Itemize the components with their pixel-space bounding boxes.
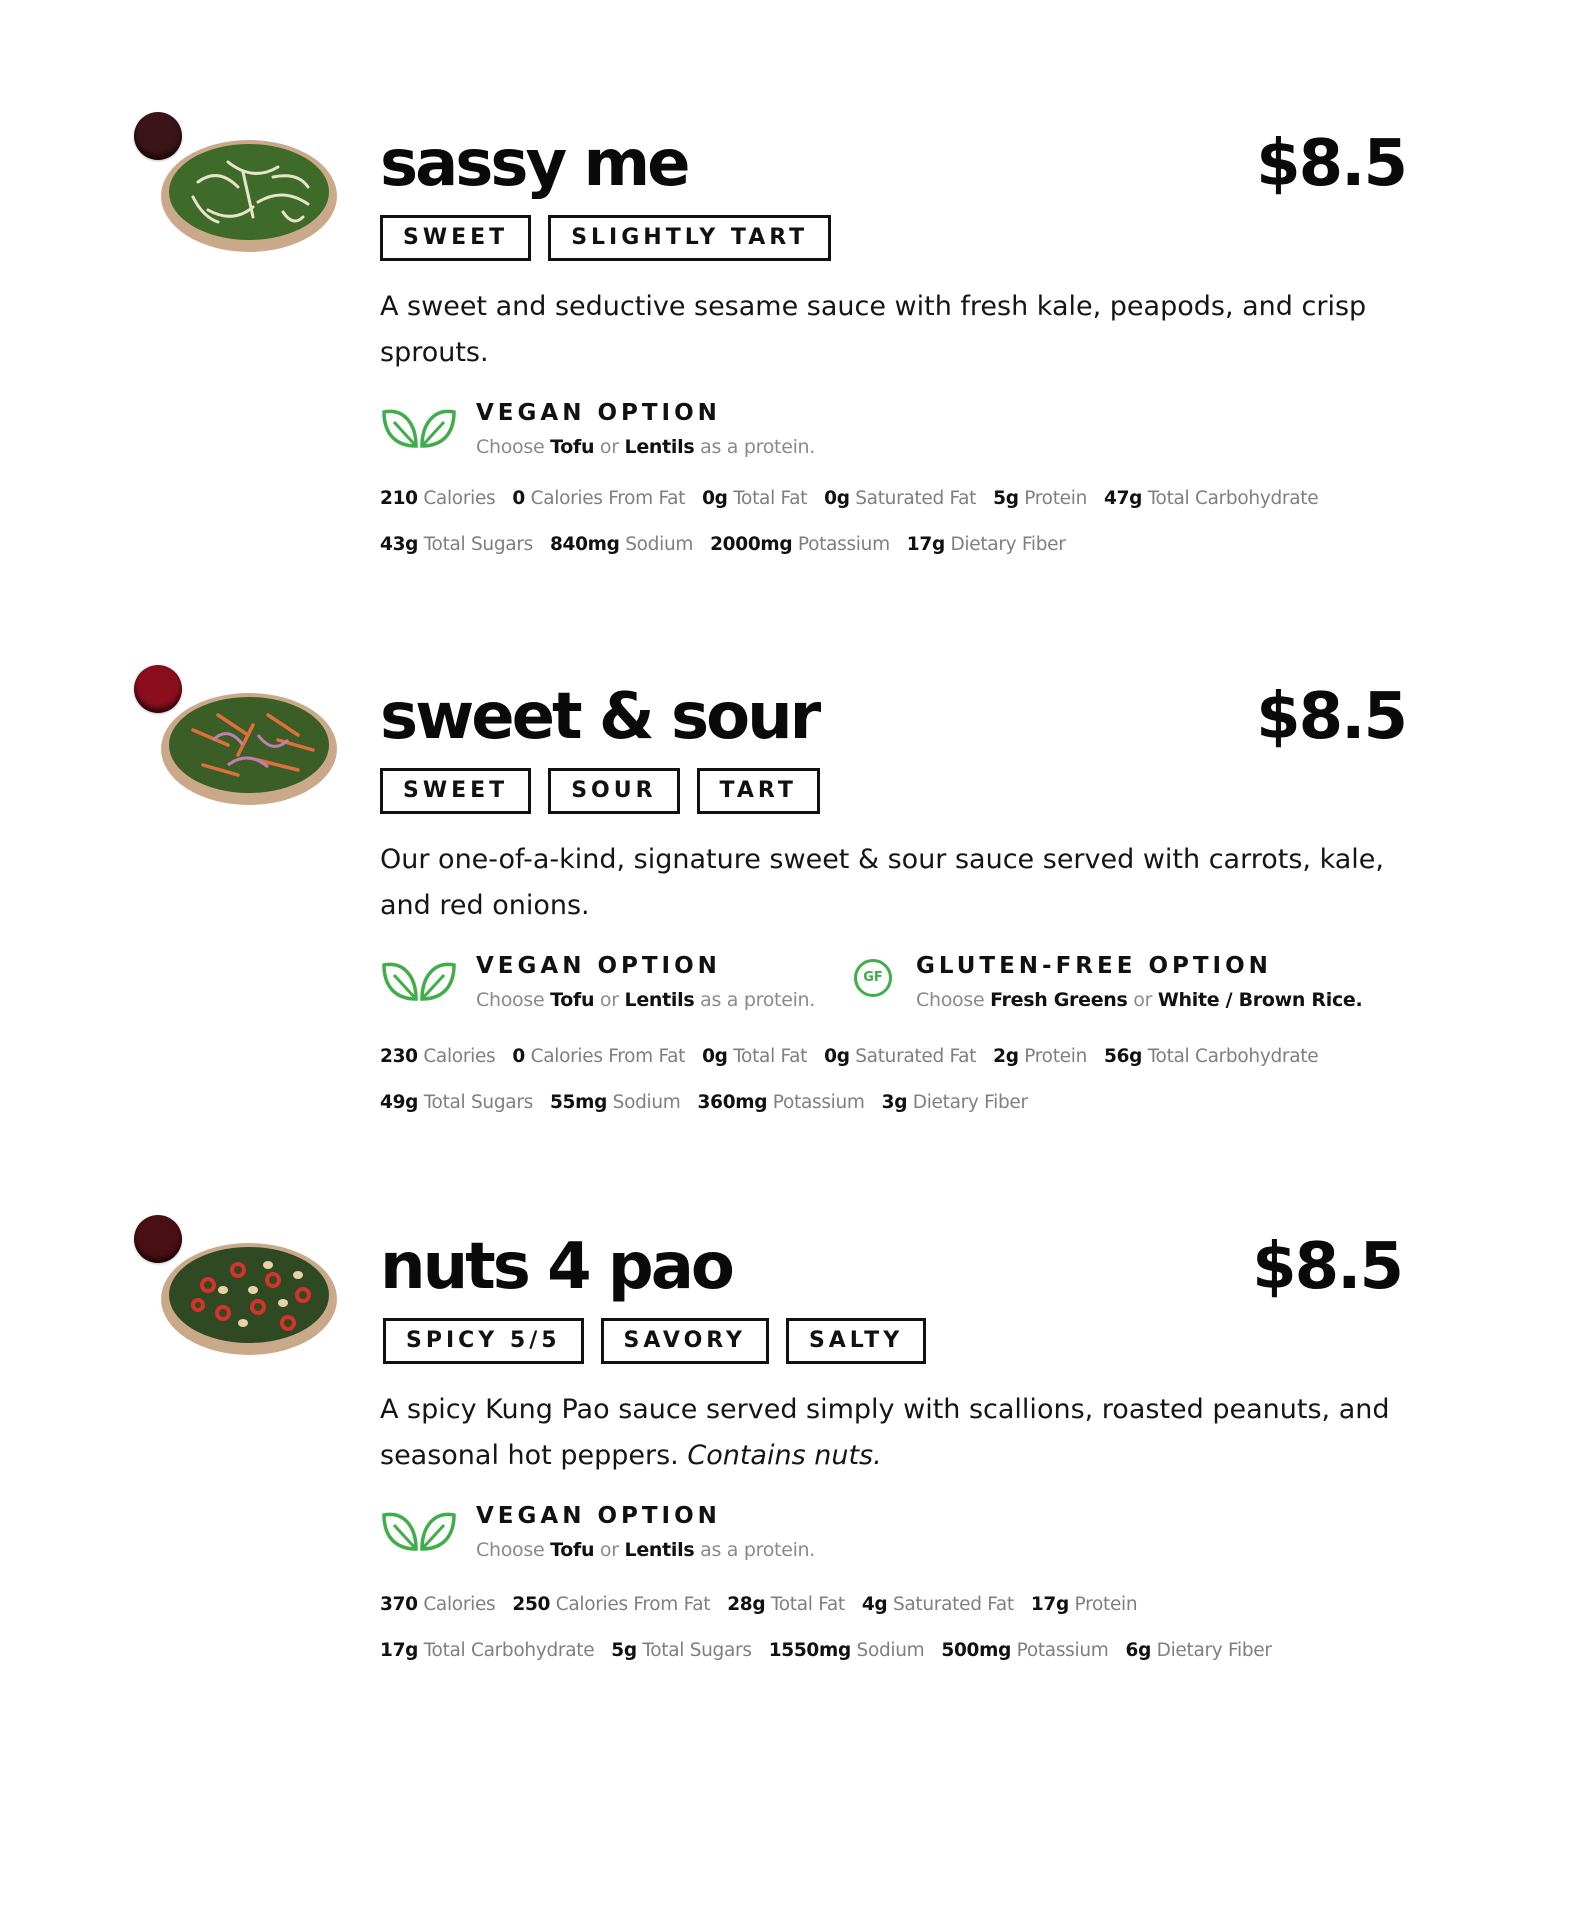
- nutrition-label: Total Carbohydrate: [1147, 488, 1319, 509]
- nutrition-fact: [380, 1042, 495, 1072]
- description-text: Our one-of-a-kind, signature sweet & sour sauce served with carrots, kale, and red onions.: [380, 844, 1384, 921]
- nutrition-value: 17g: [380, 1640, 419, 1661]
- nutrition-facts: [380, 1590, 1420, 1666]
- nutrition-label: Sodium: [625, 534, 694, 555]
- nutrition-label: Total Sugars: [423, 534, 533, 555]
- nutrition-label: Calories From Fat: [530, 488, 686, 509]
- nutrition-label: Potassium: [772, 1092, 865, 1113]
- nutrition-fact: [824, 484, 976, 514]
- nutrition-label: Calories From Fat: [530, 1046, 686, 1067]
- nutrition-label: Total Carbohydrate: [1147, 1046, 1319, 1067]
- nutrition-value: 500mg: [941, 1640, 1012, 1661]
- nutrition-value: 0g: [702, 1046, 728, 1067]
- nutrition-value: 28g: [727, 1594, 766, 1615]
- nutrition-label: Total Fat: [733, 1046, 808, 1067]
- nutrition-value: 17g: [1030, 1594, 1069, 1615]
- nutrition-value: 370: [380, 1594, 418, 1615]
- nutrition-fact: [702, 484, 807, 514]
- description-text: A sweet and seductive sesame sauce with fresh kale, peapods, and crisp sprouts.: [380, 291, 1367, 368]
- salad-bowl-icon: [158, 685, 340, 809]
- nutrition-facts: [380, 1042, 1420, 1118]
- option-detail: Choose Tofu or Lentils as a protein.: [476, 436, 816, 458]
- nutrition-fact: [698, 1088, 865, 1118]
- nutrition-label: Total Sugars: [642, 1640, 752, 1661]
- nutrition-label: Calories From Fat: [555, 1594, 711, 1615]
- nutrition-value: 47g: [1104, 488, 1143, 509]
- nutrition-value: 250: [512, 1594, 551, 1615]
- nutrition-fact: [862, 1590, 1014, 1620]
- nutrition-fact: [824, 1042, 976, 1072]
- nutrition-value: 360mg: [697, 1092, 768, 1113]
- nutrition-fact: [882, 1088, 1028, 1118]
- nutrition-value: 2g: [993, 1046, 1019, 1067]
- nutrition-value: 43g: [380, 534, 419, 555]
- nutrition-fact: [727, 1590, 845, 1620]
- menu-item-nuts-4-pao: [0, 1215, 1582, 1685]
- leaf-icon: [380, 959, 458, 1005]
- flavor-tags: [380, 768, 820, 814]
- nutrition-label: Saturated Fat: [892, 1594, 1014, 1615]
- item-price: $8.5: [1256, 127, 1406, 201]
- nutrition-label: Total Carbohydrate: [423, 1640, 595, 1661]
- item-name: sassy me: [380, 127, 688, 201]
- flavor-tag: SPICY 5/5: [383, 1318, 584, 1364]
- flavor-tag: SALTY: [786, 1318, 926, 1364]
- nutrition-value: 1550mg: [768, 1640, 851, 1661]
- nutrition-fact: [380, 1636, 594, 1666]
- nutrition-value: 3g: [881, 1092, 908, 1113]
- nutrition-label: Calories: [423, 1594, 496, 1615]
- nutrition-value: 56g: [1104, 1046, 1143, 1067]
- nutrition-fact: [611, 1636, 751, 1666]
- bowl-image: [158, 132, 340, 256]
- flavor-tag: SLIGHTLY TART: [548, 215, 831, 261]
- nutrition-value: 0g: [824, 1046, 850, 1067]
- nutrition-value: 2000mg: [710, 534, 793, 555]
- option-title: VEGAN OPTION: [476, 1503, 721, 1529]
- salad-bowl-icon: [158, 132, 340, 256]
- nutrition-label: Sodium: [856, 1640, 925, 1661]
- nutrition-value: 5g: [993, 488, 1019, 509]
- description-text: A spicy Kung Pao sauce served simply with scallions, roasted peanuts, and seasonal hot peppers.: [380, 1394, 1390, 1471]
- allergen-note: Contains nuts.: [687, 1440, 882, 1471]
- option-title: VEGAN OPTION: [476, 400, 721, 426]
- nutrition-label: Total Sugars: [423, 1092, 533, 1113]
- bowl-image: [158, 685, 340, 809]
- menu-item-sassy-me: [0, 112, 1582, 582]
- flavor-tag: SOUR: [548, 768, 679, 814]
- nutrition-fact: [710, 530, 890, 560]
- nutrition-fact: [550, 530, 693, 560]
- item-name: sweet & sour: [380, 680, 819, 754]
- item-description: [380, 1387, 1390, 1479]
- nutrition-label: Calories: [423, 488, 496, 509]
- item-description: [380, 837, 1390, 929]
- leaf-icon: [380, 1509, 458, 1555]
- item-description: [380, 284, 1390, 376]
- nutrition-fact: [512, 484, 685, 514]
- option-title: GLUTEN-FREE OPTION: [916, 953, 1272, 979]
- nutrition-fact: [1126, 1636, 1272, 1666]
- nutrition-label: Potassium: [1016, 1640, 1109, 1661]
- flavor-tag: SWEET: [380, 215, 531, 261]
- nutrition-value: 0: [512, 488, 525, 509]
- nutrition-label: Potassium: [797, 534, 890, 555]
- nutrition-fact: [993, 484, 1087, 514]
- nutrition-fact: [769, 1636, 925, 1666]
- nutrition-value: 6g: [1125, 1640, 1152, 1661]
- nutrition-fact: [380, 530, 533, 560]
- nutrition-label: Sodium: [612, 1092, 681, 1113]
- nutrition-fact: [380, 1088, 533, 1118]
- nutrition-value: 230: [380, 1046, 418, 1067]
- leaf-icon: [380, 406, 458, 452]
- nutrition-fact: [512, 1042, 685, 1072]
- nutrition-fact: [380, 1590, 495, 1620]
- nutrition-label: Total Fat: [770, 1594, 845, 1615]
- nutrition-label: Total Fat: [733, 488, 808, 509]
- nutrition-fact: [380, 484, 495, 514]
- flavor-tag: SWEET: [380, 768, 531, 814]
- nutrition-value: 17g: [906, 534, 945, 555]
- nutrition-fact: [1104, 484, 1318, 514]
- bowl-image: [158, 1235, 340, 1359]
- nutrition-fact: [907, 530, 1066, 560]
- flavor-tags: [383, 1318, 926, 1364]
- nutrition-value: 4g: [861, 1594, 888, 1615]
- nutrition-label: Dietary Fiber: [912, 1092, 1028, 1113]
- nutrition-fact: [512, 1590, 710, 1620]
- nutrition-value: 840mg: [549, 534, 620, 555]
- nutrition-label: Dietary Fiber: [1156, 1640, 1272, 1661]
- nutrition-value: 49g: [380, 1092, 419, 1113]
- item-price: $8.5: [1256, 680, 1406, 754]
- nutrition-label: Protein: [1074, 1594, 1138, 1615]
- salad-bowl-icon: [158, 1235, 340, 1359]
- nutrition-facts: [380, 484, 1420, 560]
- nutrition-value: 55mg: [549, 1092, 608, 1113]
- flavor-tags: [380, 215, 831, 261]
- nutrition-fact: [1031, 1590, 1137, 1620]
- nutrition-fact: [941, 1636, 1108, 1666]
- nutrition-fact: [993, 1042, 1087, 1072]
- nutrition-value: 5g: [611, 1640, 637, 1661]
- item-price: $8.5: [1252, 1230, 1402, 1304]
- nutrition-label: Protein: [1024, 1046, 1087, 1067]
- nutrition-value: 210: [380, 488, 418, 509]
- nutrition-label: Dietary Fiber: [950, 534, 1066, 555]
- gluten-free-icon: GF: [854, 959, 892, 997]
- nutrition-label: Saturated Fat: [855, 488, 977, 509]
- option-detail: Choose Fresh Greens or White / Brown Rice.: [916, 989, 1363, 1011]
- flavor-tag: SAVORY: [601, 1318, 769, 1364]
- option-detail: Choose Tofu or Lentils as a protein.: [476, 989, 816, 1011]
- menu-item-sweet-and-sour: [0, 665, 1582, 1135]
- nutrition-label: Calories: [423, 1046, 496, 1067]
- nutrition-label: Saturated Fat: [855, 1046, 977, 1067]
- nutrition-fact: [1104, 1042, 1318, 1072]
- nutrition-value: 0g: [702, 488, 728, 509]
- nutrition-value: 0: [512, 1046, 525, 1067]
- option-detail: Choose Tofu or Lentils as a protein.: [476, 1539, 816, 1561]
- nutrition-fact: [702, 1042, 807, 1072]
- dietary-options: [380, 951, 1420, 1021]
- nutrition-value: 0g: [824, 488, 850, 509]
- nutrition-fact: [550, 1088, 681, 1118]
- item-name: nuts 4 pao: [380, 1230, 732, 1304]
- nutrition-label: Protein: [1024, 488, 1087, 509]
- option-title: VEGAN OPTION: [476, 953, 721, 979]
- flavor-tag: TART: [697, 768, 820, 814]
